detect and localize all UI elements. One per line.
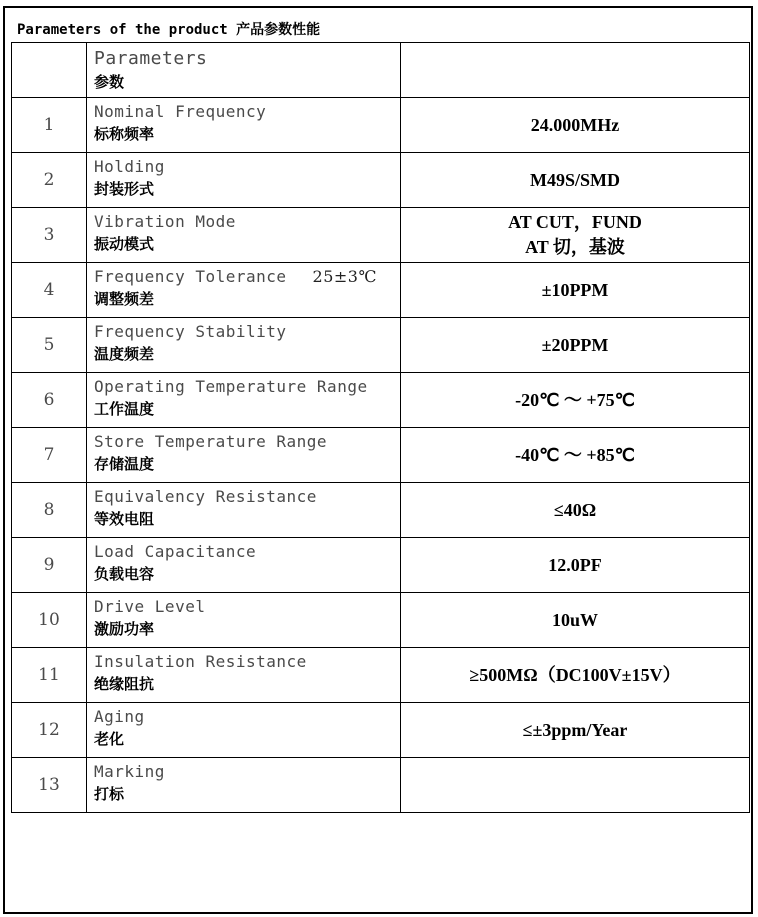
parameter-name-cn: 温度频差 (94, 345, 155, 363)
parameter-value-cell (401, 318, 750, 373)
parameter-name-cell (87, 648, 401, 703)
parameter-value-cell (401, 373, 750, 428)
parameter-name-en-text: Drive Level (94, 597, 206, 616)
parameter-value-cell (401, 263, 750, 318)
parameter-name-cell (87, 483, 401, 538)
parameter-value: M49S/SMD (530, 169, 620, 190)
table-row (12, 538, 750, 593)
parameter-name-en (94, 102, 400, 121)
parameter-value: ±20PPM (541, 334, 609, 355)
parameter-name-cell (87, 703, 401, 758)
parameter-value: 12.0PF (548, 554, 602, 575)
parameter-name-cell (87, 758, 401, 813)
table-row (12, 483, 750, 538)
table-row (12, 593, 750, 648)
parameter-name-en (94, 707, 400, 726)
table-row (12, 98, 750, 153)
table-row (12, 648, 750, 703)
parameter-value: ≤40Ω (553, 499, 597, 520)
row-number: 8 (12, 483, 87, 538)
row-number: 7 (12, 428, 87, 483)
parameter-name-en-text: Insulation Resistance (94, 652, 307, 671)
parameter-name-cn: 负载电容 (94, 565, 155, 583)
parameter-value-cell (401, 538, 750, 593)
parameter-name-en (94, 597, 400, 616)
parameter-name-cell (87, 373, 401, 428)
parameter-name-en (94, 267, 400, 286)
parameter-name-cn: 等效电阻 (94, 510, 155, 528)
table-row (12, 373, 750, 428)
parameter-value-cell (401, 208, 750, 263)
parameter-name-cell (87, 318, 401, 373)
parameter-name-cn: 绝缘阻抗 (94, 675, 155, 693)
row-number: 13 (12, 758, 87, 813)
row-number: 2 (12, 153, 87, 208)
parameter-value: ≤±3ppm/Year (522, 719, 628, 740)
parameter-value: ≥500MΩ（DC100V±15V） (469, 664, 681, 685)
row-number: 3 (12, 208, 87, 263)
parameter-name-cn: 激励功率 (94, 620, 155, 638)
parameter-name-en (94, 652, 400, 671)
parameter-name-en-text: Holding (94, 157, 165, 176)
parameter-name-cn: 振动模式 (94, 235, 155, 253)
parameter-name-cell (87, 263, 401, 318)
table-row (12, 703, 750, 758)
table-row (12, 428, 750, 483)
parameter-name-en-text: Vibration Mode (94, 212, 236, 231)
parameter-value: -20℃ ～ +75℃ (515, 389, 635, 410)
row-number: 6 (12, 373, 87, 428)
parameter-name-en-text: Aging (94, 707, 145, 726)
parameter-name-en-text: Equivalency Resistance (94, 487, 317, 506)
parameter-name-en (94, 432, 400, 451)
parameter-value: 24.000MHz (530, 114, 620, 135)
parameter-value: -40℃ ～ +85℃ (515, 444, 635, 465)
header-value-cell (401, 43, 750, 98)
parameter-name-en (94, 377, 400, 396)
parameter-name-en (94, 157, 400, 176)
header-name-cell (87, 43, 401, 98)
table-header-row (12, 43, 750, 98)
parameter-name-cell (87, 428, 401, 483)
parameter-name-en (94, 322, 400, 341)
parameter-name-cn: 存储温度 (94, 455, 155, 473)
parameter-name-en-text: Store Temperature Range (94, 432, 328, 451)
parameter-name-en-text: Operating Temperature Range (94, 377, 368, 396)
table-row (12, 263, 750, 318)
parameter-name-en-text: Frequency Stability (94, 322, 287, 341)
parameter-value: AT 切，基波 (525, 237, 625, 257)
parameter-name-cell (87, 153, 401, 208)
header-num-cell (12, 43, 87, 98)
parameter-value: ±10PPM (541, 279, 609, 300)
parameter-name-cn: 封装形式 (94, 180, 155, 198)
parameters-table (11, 42, 750, 813)
document-title: Parameters of the product 产品参数性能 (17, 22, 321, 38)
parameter-value-cell (401, 153, 750, 208)
parameter-name-en-text: Load Capacitance (94, 542, 257, 561)
header-name-en: Parameters (94, 48, 208, 69)
parameter-name-en (94, 542, 400, 561)
row-number: 9 (12, 538, 87, 593)
parameter-value-cell (401, 483, 750, 538)
parameter-name-en (94, 487, 400, 506)
table-row (12, 318, 750, 373)
parameter-condition: 25±3℃ (312, 267, 377, 286)
parameter-name-cell (87, 538, 401, 593)
parameter-name-cell (87, 593, 401, 648)
table-row (12, 758, 750, 813)
table-row (12, 208, 750, 263)
row-number: 1 (12, 98, 87, 153)
row-number: 4 (12, 263, 87, 318)
row-number: 12 (12, 703, 87, 758)
parameter-name-cell (87, 208, 401, 263)
parameter-name-en-text: Nominal Frequency (94, 102, 267, 121)
parameter-name-cn: 打标 (94, 785, 125, 803)
parameter-name-en (94, 212, 400, 231)
parameter-name-cell (87, 98, 401, 153)
parameter-name-cn: 老化 (94, 730, 125, 748)
row-number: 5 (12, 318, 87, 373)
parameter-name-en (94, 762, 400, 781)
parameter-value: AT CUT，FUND (508, 212, 642, 232)
parameter-value-cell (401, 428, 750, 483)
parameter-name-cn: 调整频差 (94, 290, 155, 308)
parameter-name-cn: 标称频率 (94, 125, 155, 143)
parameter-value-cell (401, 593, 750, 648)
parameter-value-cell (401, 703, 750, 758)
parameter-name-cn: 工作温度 (94, 400, 155, 418)
row-number: 11 (12, 648, 87, 703)
parameter-name-en-text: Marking (94, 762, 165, 781)
parameter-name-en-text: Frequency Tolerance (94, 267, 287, 286)
row-number: 10 (12, 593, 87, 648)
table-row (12, 153, 750, 208)
header-name-cn: 参数 (94, 73, 125, 91)
parameter-value-cell (401, 648, 750, 703)
parameter-value-cell (401, 758, 750, 813)
parameter-value: 10uW (551, 609, 598, 630)
parameter-value-cell (401, 98, 750, 153)
